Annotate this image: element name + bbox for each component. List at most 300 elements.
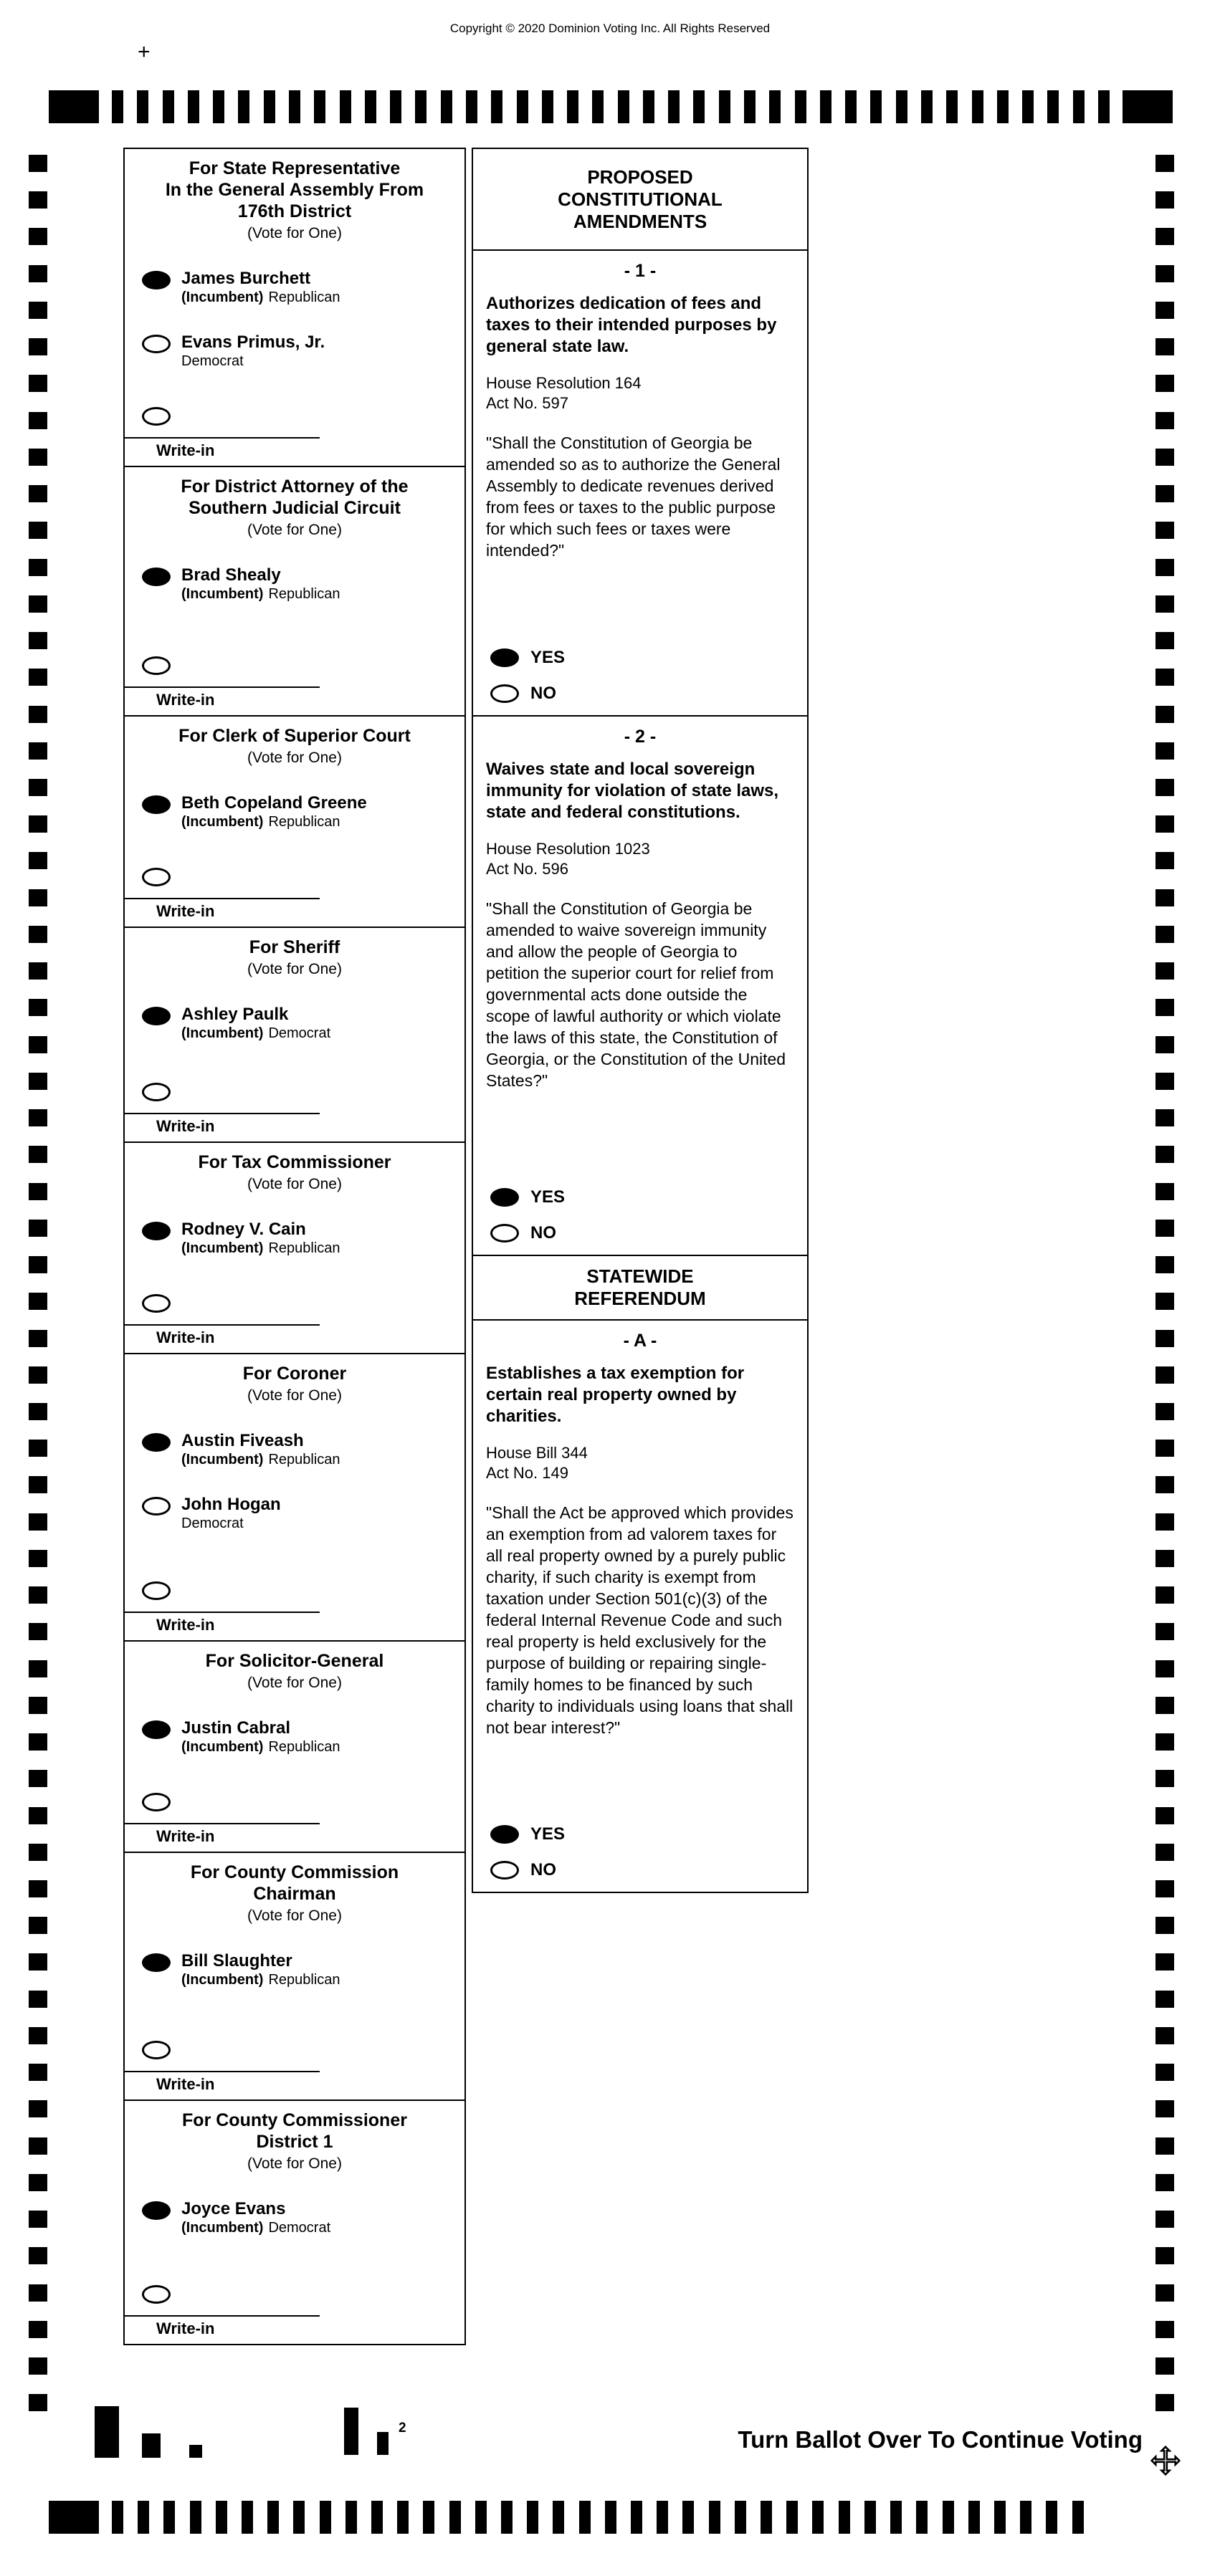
- candidate-text: [181, 2199, 330, 2236]
- timing-mark: [693, 90, 705, 123]
- timing-mark: [1047, 90, 1059, 123]
- candidate-row: [125, 1953, 464, 1988]
- timing-mark: [1123, 90, 1173, 123]
- candidate-incumbent-label: (Incumbent): [181, 1240, 264, 1256]
- write-in-section: [125, 843, 464, 927]
- timing-mark: [1073, 90, 1085, 123]
- candidate-row: [125, 1007, 464, 1042]
- candidate-name: Brad Shealy: [181, 565, 281, 585]
- candidate-text: [181, 1495, 281, 1532]
- timing-mark: [29, 2064, 47, 2081]
- timing-band-top: [49, 90, 1173, 123]
- timing-mark: [527, 2501, 538, 2534]
- timing-mark: [475, 2501, 487, 2534]
- candidate-row: [125, 1497, 464, 1532]
- write-in-label: Write-in: [156, 441, 215, 459]
- timing-mark: [29, 2284, 47, 2302]
- vote-for-instruction: (Vote for One): [247, 961, 342, 977]
- timing-mark: [1155, 1476, 1174, 1493]
- timing-mark: [29, 1880, 47, 1897]
- contest-title-line: For Sheriff: [249, 937, 340, 957]
- timing-mark: [29, 926, 47, 943]
- candidate-row: [125, 795, 464, 830]
- contest-box: [123, 1640, 466, 1853]
- contest-box: [123, 466, 466, 717]
- timing-mark: [946, 90, 958, 123]
- write-in-row: [125, 1581, 464, 1600]
- timing-mark: [1155, 302, 1174, 319]
- timing-mark: [29, 2174, 47, 2191]
- ballot-id-marks: [95, 2403, 539, 2458]
- timing-mark: [592, 90, 604, 123]
- timing-mark: [390, 90, 401, 123]
- ballot-id-mark: [142, 2433, 161, 2458]
- timing-mark: [1155, 1733, 1174, 1751]
- timing-mark: [397, 2501, 409, 2534]
- vote-oval[interactable]: [490, 1224, 519, 1242]
- contests-column: [123, 148, 466, 2345]
- timing-mark: [1155, 191, 1174, 209]
- timing-mark: [466, 90, 477, 123]
- contest-title-line: For Clerk of Superior Court: [178, 726, 411, 746]
- timing-mark: [289, 90, 300, 123]
- timing-mark: [29, 1953, 47, 1971]
- write-in-row: [125, 1083, 464, 1101]
- timing-mark: [1046, 2501, 1057, 2534]
- vote-oval-filled[interactable]: [142, 795, 171, 814]
- contest-title: [125, 467, 464, 519]
- timing-mark: [216, 2501, 227, 2534]
- vote-for-instruction: (Vote for One): [247, 2155, 342, 2172]
- timing-mark: [618, 90, 629, 123]
- timing-mark: [29, 815, 47, 833]
- timing-mark: [29, 1586, 47, 1604]
- timing-mark: [29, 1770, 47, 1787]
- measure-reference-line: Act No. 597: [486, 394, 568, 412]
- timing-mark: [1155, 155, 1174, 172]
- timing-mark: [1155, 1330, 1174, 1347]
- contest-title: [125, 1853, 464, 1905]
- vote-oval-filled[interactable]: [142, 568, 171, 586]
- timing-mark: [267, 2501, 279, 2534]
- vote-oval-filled[interactable]: [142, 1222, 171, 1240]
- measures-header-line: STATEWIDE: [586, 1265, 694, 1287]
- measure-summary: Authorizes dedication of fees and taxes to their intended purposes by general state law.: [486, 294, 777, 356]
- candidate-party: Republican: [268, 1739, 340, 1755]
- timing-mark: [29, 1476, 47, 1493]
- timing-mark: [579, 2501, 591, 2534]
- timing-mark: [29, 1220, 47, 1237]
- vote-for-instruction: (Vote for One): [247, 1907, 342, 1924]
- candidate-text: [181, 1718, 340, 1756]
- timing-mark: [29, 1917, 47, 1934]
- contest-box: [123, 2099, 466, 2345]
- candidate-party: Republican: [268, 814, 340, 830]
- candidate-name: Joyce Evans: [181, 2199, 286, 2218]
- timing-mark: [1155, 2284, 1174, 2302]
- vote-for-instruction: (Vote for One): [247, 750, 342, 766]
- candidate-text: [181, 332, 325, 370]
- measure-box: [472, 249, 809, 717]
- timing-mark: [137, 90, 148, 123]
- measure-summary: Establishes a tax exemption for certain real property owned by charities.: [486, 1364, 745, 1426]
- contest-title-line: For Coroner: [242, 1364, 347, 1384]
- timing-mark: [415, 90, 426, 123]
- option-row: [473, 1223, 807, 1243]
- write-in-section: [125, 1270, 464, 1353]
- measure-box: [472, 1319, 809, 1893]
- timing-mark: [29, 302, 47, 319]
- timing-mark: [29, 2394, 47, 2411]
- candidate-detail: [181, 289, 340, 306]
- timing-mark: [29, 1366, 47, 1384]
- measures-header-line: CONSTITUTIONAL: [558, 188, 723, 210]
- timing-mark: [29, 1183, 47, 1200]
- measure-number: - A -: [623, 1331, 657, 1351]
- timing-mark: [997, 90, 1009, 123]
- write-in-label: Write-in: [156, 691, 215, 709]
- contest-title: [125, 1642, 464, 1672]
- candidate-text: [181, 1220, 340, 1257]
- candidate-detail: [181, 813, 367, 830]
- timing-mark: [761, 2501, 772, 2534]
- timing-mark: [314, 90, 325, 123]
- timing-mark: [668, 90, 680, 123]
- timing-mark: [29, 852, 47, 869]
- contest-box: [123, 715, 466, 928]
- timing-mark: [29, 1513, 47, 1531]
- timing-mark: [29, 632, 47, 649]
- timing-mark: [29, 742, 47, 760]
- ballot-id-mark: [344, 2408, 358, 2455]
- timing-mark: [968, 2501, 980, 2534]
- timing-mark: [1155, 926, 1174, 943]
- measures-header-line: PROPOSED: [587, 166, 693, 188]
- candidate-text: [181, 1951, 340, 1988]
- candidate-incumbent-label: (Incumbent): [181, 1025, 264, 1041]
- timing-mark: [29, 228, 47, 245]
- candidate-name: Austin Fiveash: [181, 1431, 304, 1450]
- contest-title: [125, 2101, 464, 2153]
- timing-mark: [29, 1550, 47, 1567]
- timing-mark: [29, 2100, 47, 2117]
- write-in-oval[interactable]: [142, 1793, 171, 1811]
- timing-bars: [112, 2501, 1084, 2534]
- timing-mark: [29, 485, 47, 502]
- timing-column-right: [1155, 155, 1174, 2412]
- timing-mark: [1155, 706, 1174, 723]
- timing-mark: [264, 90, 275, 123]
- timing-mark: [1155, 1991, 1174, 2008]
- write-in-section: [125, 632, 464, 715]
- timing-mark: [345, 2501, 357, 2534]
- timing-mark: [631, 2501, 642, 2534]
- write-in-oval[interactable]: [142, 1294, 171, 1313]
- timing-mark: [1155, 1256, 1174, 1273]
- ballot-id-mark: [95, 2406, 119, 2458]
- write-in-label: Write-in: [156, 1827, 215, 1845]
- measure-options: [473, 1164, 807, 1255]
- timing-mark: [29, 1623, 47, 1640]
- timing-mark: [29, 1146, 47, 1163]
- contest-box: [123, 148, 466, 467]
- timing-mark: [1155, 1146, 1174, 1163]
- candidate-detail: [181, 1738, 340, 1756]
- candidate-detail: [181, 585, 340, 603]
- measure-reference: [473, 1443, 807, 1483]
- timing-mark: [1155, 1844, 1174, 1861]
- timing-mark: [553, 2501, 564, 2534]
- timing-mark: [29, 2027, 47, 2044]
- option-label: NO: [530, 1860, 556, 1880]
- timing-mark: [1155, 1366, 1174, 1384]
- timing-mark: [29, 1403, 47, 1420]
- timing-column-left: [29, 155, 47, 2412]
- timing-mark: [1155, 2064, 1174, 2081]
- write-in-oval[interactable]: [142, 868, 171, 886]
- vote-oval-filled[interactable]: [490, 1188, 519, 1207]
- timing-mark: [1022, 90, 1034, 123]
- timing-mark: [29, 999, 47, 1016]
- timing-mark: [542, 90, 553, 123]
- copyright-text: Copyright © 2020 Dominion Voting Inc. All Rights Reserved: [449, 21, 771, 35]
- option-label: NO: [530, 684, 556, 703]
- timing-mark: [29, 155, 47, 172]
- contest-box: [123, 927, 466, 1143]
- timing-mark: [501, 2501, 513, 2534]
- measure-reference-line: House Resolution 1023: [486, 840, 650, 858]
- timing-bars: [112, 90, 1110, 123]
- option-row: [473, 648, 807, 668]
- vote-for-instruction: (Vote for One): [247, 1176, 342, 1192]
- timing-mark: [213, 90, 224, 123]
- timing-mark: [719, 90, 730, 123]
- candidate-text: [181, 565, 340, 603]
- timing-mark: [1155, 1917, 1174, 1934]
- timing-mark: [709, 2501, 720, 2534]
- write-in-row: [125, 1294, 464, 1313]
- timing-mark: [112, 2501, 123, 2534]
- candidate-party: Democrat: [268, 2220, 331, 2236]
- write-in-section: [125, 2261, 464, 2344]
- vote-oval[interactable]: [490, 684, 519, 703]
- write-in-oval[interactable]: [142, 656, 171, 675]
- candidate-party: Republican: [268, 1452, 340, 1467]
- timing-mark: [320, 2501, 331, 2534]
- contest-title-line: District 1: [256, 2132, 333, 2152]
- timing-mark: [1155, 265, 1174, 282]
- timing-mark: [786, 2501, 798, 2534]
- timing-mark: [29, 1293, 47, 1310]
- candidate-incumbent-label: (Incumbent): [181, 2220, 264, 2236]
- timing-mark: [994, 2501, 1006, 2534]
- timing-mark: [1072, 2501, 1084, 2534]
- timing-mark: [820, 90, 831, 123]
- timing-mark: [29, 1109, 47, 1126]
- timing-mark: [812, 2501, 824, 2534]
- contest-title-line: 176th District: [237, 201, 352, 221]
- option-row: [473, 1860, 807, 1880]
- candidate-detail: [181, 1515, 281, 1532]
- candidate-incumbent-label: (Incumbent): [181, 1972, 264, 1988]
- timing-mark: [1098, 90, 1110, 123]
- write-in-row: [125, 1793, 464, 1811]
- timing-mark: [567, 90, 578, 123]
- write-in-oval[interactable]: [142, 1083, 171, 1101]
- timing-mark: [441, 90, 452, 123]
- timing-mark: [870, 90, 882, 123]
- timing-mark: [112, 90, 123, 123]
- timing-mark: [769, 90, 781, 123]
- timing-mark: [1155, 1660, 1174, 1677]
- vote-oval[interactable]: [490, 1861, 519, 1880]
- timing-mark: [1155, 1586, 1174, 1604]
- write-in-oval[interactable]: [142, 2041, 171, 2059]
- vote-for-instruction: (Vote for One): [247, 1675, 342, 1691]
- timing-mark: [29, 1697, 47, 1714]
- vote-oval-filled[interactable]: [490, 648, 519, 667]
- write-in-label: Write-in: [156, 1616, 215, 1634]
- write-in-section: [125, 1058, 464, 1141]
- candidate-name: Beth Copeland Greene: [181, 793, 367, 813]
- timing-mark: [1155, 522, 1174, 539]
- measures-header: [472, 1255, 809, 1321]
- timing-mark: [29, 1036, 47, 1053]
- timing-mark: [491, 90, 502, 123]
- timing-mark: [1155, 1109, 1174, 1126]
- timing-mark: [29, 1256, 47, 1273]
- timing-mark: [1155, 2394, 1174, 2411]
- registration-plus-mark: +: [138, 40, 151, 64]
- candidate-detail: [181, 1025, 330, 1042]
- vote-oval-filled[interactable]: [142, 1433, 171, 1452]
- timing-mark: [864, 2501, 876, 2534]
- timing-mark: [29, 595, 47, 613]
- vote-for-instruction: (Vote for One): [247, 225, 342, 241]
- timing-mark: [138, 2501, 149, 2534]
- timing-mark: [1155, 852, 1174, 869]
- candidate-party: Democrat: [268, 1025, 331, 1041]
- measure-reference-line: House Resolution 164: [486, 374, 642, 392]
- timing-mark: [190, 2501, 201, 2534]
- write-in-section: [125, 2016, 464, 2099]
- write-in-label: Write-in: [156, 1328, 215, 1346]
- timing-mark: [744, 90, 756, 123]
- timing-mark: [1155, 962, 1174, 980]
- contest-title-line: For County Commission: [190, 1862, 399, 1882]
- candidate-text: [181, 269, 340, 306]
- candidate-party: Republican: [268, 1240, 340, 1256]
- timing-mark: [1155, 2211, 1174, 2228]
- vote-oval-filled[interactable]: [490, 1825, 519, 1844]
- timing-mark: [1155, 815, 1174, 833]
- timing-mark: [29, 706, 47, 723]
- candidate-text: [181, 793, 367, 830]
- timing-mark: [29, 2321, 47, 2338]
- timing-mark: [29, 2357, 47, 2375]
- timing-mark: [1155, 1807, 1174, 1824]
- write-in-oval[interactable]: [142, 1581, 171, 1600]
- write-in-oval[interactable]: [142, 2285, 171, 2304]
- timing-mark: [795, 90, 806, 123]
- option-label: YES: [530, 1824, 566, 1844]
- timing-mark: [423, 2501, 434, 2534]
- vote-oval[interactable]: [142, 1497, 171, 1516]
- timing-mark: [1155, 1697, 1174, 1714]
- contest-title-line: For Solicitor-General: [205, 1651, 384, 1671]
- timing-mark: [1155, 2174, 1174, 2191]
- contest-box: [123, 1141, 466, 1354]
- timing-mark: [293, 2501, 305, 2534]
- measure-reference-line: House Bill 344: [486, 1444, 588, 1462]
- candidate-party: Republican: [268, 586, 340, 602]
- measure-number: - 2 -: [624, 727, 657, 747]
- candidate-detail: [181, 2219, 330, 2236]
- timing-mark: [29, 1073, 47, 1090]
- write-in-oval[interactable]: [142, 407, 171, 426]
- timing-mark: [1155, 1220, 1174, 1237]
- timing-mark: [1155, 375, 1174, 392]
- option-row: [473, 1187, 807, 1207]
- contest-title-line: In the General Assembly From: [165, 180, 424, 200]
- contest-title-line: Chairman: [253, 1884, 336, 1904]
- write-in-section: [125, 1768, 464, 1852]
- timing-mark: [1155, 2321, 1174, 2338]
- timing-mark: [1155, 449, 1174, 466]
- timing-mark: [1155, 779, 1174, 796]
- timing-mark: [1155, 1953, 1174, 1971]
- timing-mark: [517, 90, 528, 123]
- candidate-party: Democrat: [181, 353, 244, 369]
- timing-mark: [29, 375, 47, 392]
- timing-mark: [1155, 1550, 1174, 1567]
- option-label: NO: [530, 1223, 556, 1242]
- timing-mark: [1155, 1770, 1174, 1787]
- timing-mark: [1155, 1403, 1174, 1420]
- timing-mark: [1155, 559, 1174, 576]
- vote-oval-filled[interactable]: [142, 1720, 171, 1739]
- measure-reference: [473, 373, 807, 413]
- timing-mark: [1155, 412, 1174, 429]
- measure-reference-line: Act No. 596: [486, 860, 568, 878]
- timing-mark: [1155, 1440, 1174, 1457]
- timing-mark: [163, 2501, 175, 2534]
- contest-title: [125, 928, 464, 958]
- write-in-row: [125, 2285, 464, 2304]
- timing-mark: [29, 1660, 47, 1677]
- vote-oval-filled[interactable]: [142, 1953, 171, 1972]
- candidate-name: Justin Cabral: [181, 1718, 291, 1738]
- candidate-detail: [181, 1451, 340, 1468]
- vote-oval-filled[interactable]: [142, 1007, 171, 1025]
- measure-question: "Shall the Constitution of Georgia be amended so as to authorize the General Assembly to dedicate revenues derived from fees or taxes to the public purpose for which such fees or taxes were intended?": [486, 434, 781, 560]
- timing-mark: [340, 90, 351, 123]
- vote-oval-filled[interactable]: [142, 271, 171, 289]
- vote-for-instruction: (Vote for One): [247, 1387, 342, 1404]
- vote-oval[interactable]: [142, 335, 171, 353]
- timing-mark: [29, 449, 47, 466]
- write-in-label: Write-in: [156, 902, 215, 920]
- timing-mark: [371, 2501, 383, 2534]
- timing-mark: [29, 779, 47, 796]
- vote-oval-filled[interactable]: [142, 2201, 171, 2220]
- write-in-section: [125, 1557, 464, 1640]
- timing-mark: [29, 412, 47, 429]
- timing-mark: [29, 2247, 47, 2264]
- timing-mark: [1155, 2137, 1174, 2155]
- timing-mark: [1155, 485, 1174, 502]
- timing-mark: [29, 338, 47, 355]
